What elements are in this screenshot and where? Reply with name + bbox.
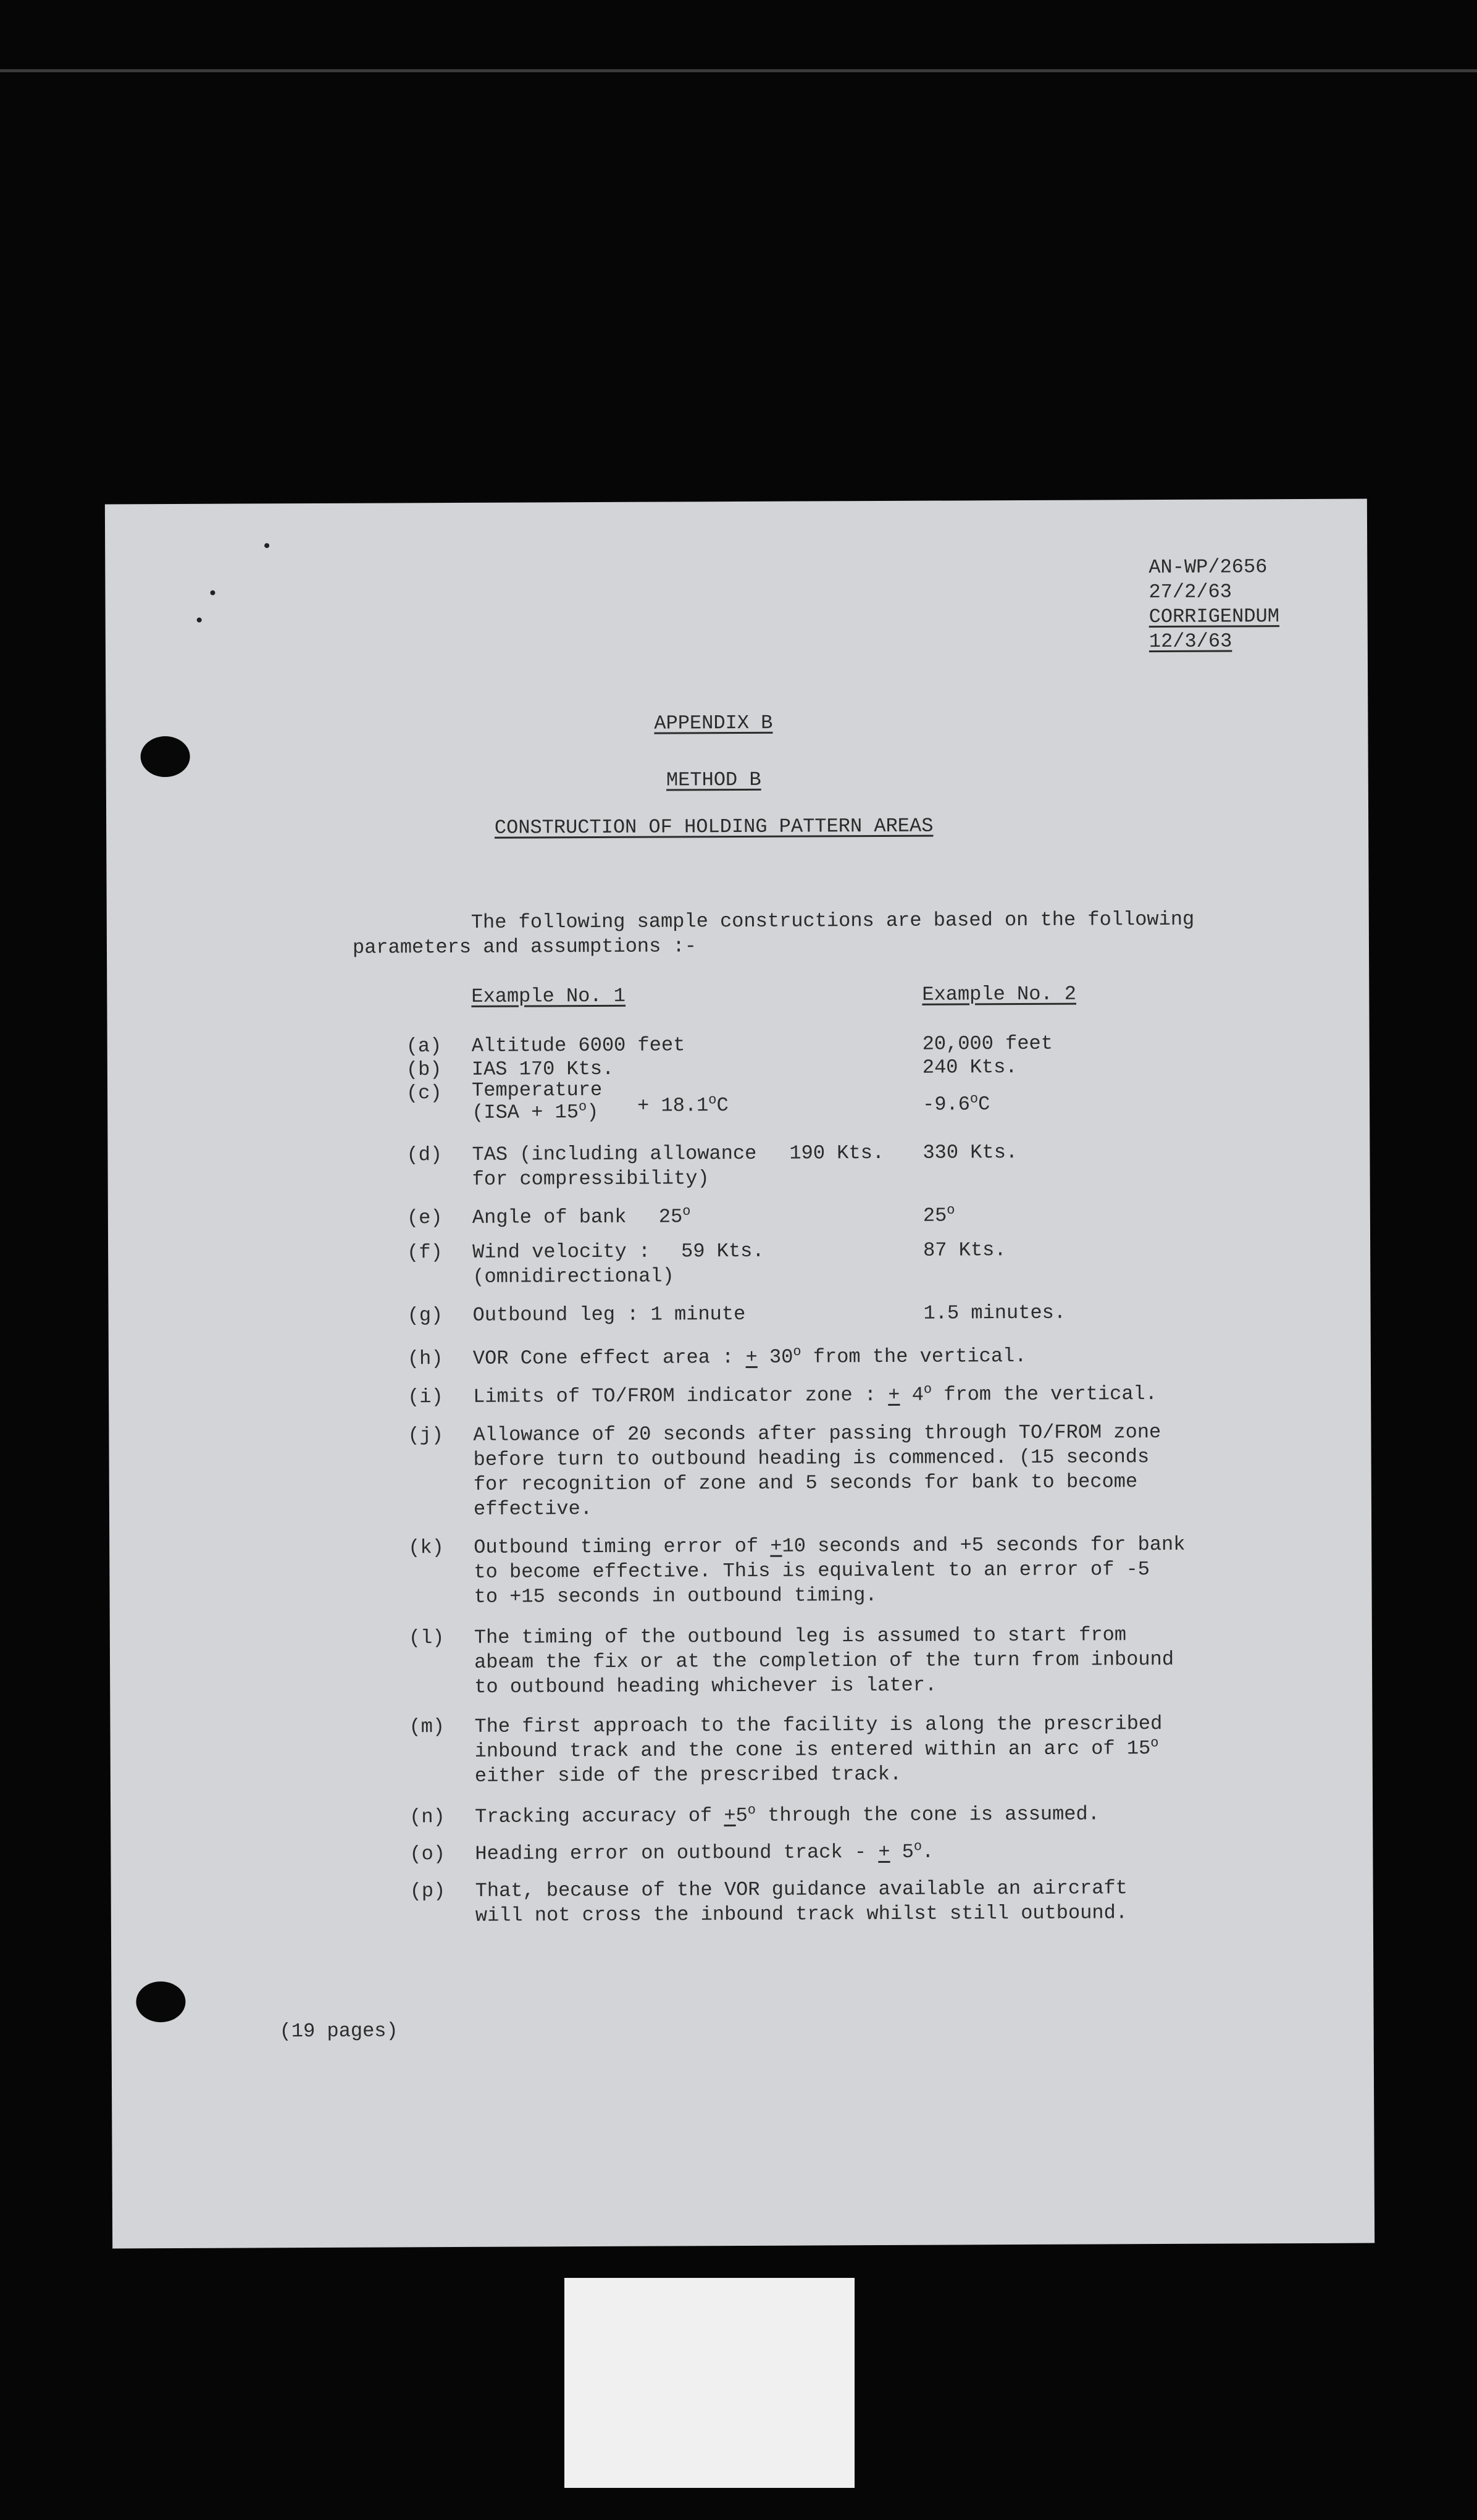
assumption-line: for recognition of zone and 5 seconds for bank to become bbox=[473, 1470, 1138, 1496]
param-label-line2: (omnidirectional) bbox=[472, 1264, 674, 1288]
document-title: CONSTRUCTION OF HOLDING PATTERN AREAS bbox=[494, 814, 934, 839]
param-ex2-value: 20,000 feet bbox=[922, 1031, 1053, 1056]
assumption-line: Allowance of 20 seconds after passing through TO/FROM zone bbox=[473, 1421, 1161, 1447]
param-label: Temperature bbox=[471, 1078, 603, 1102]
param-ex2-value: 87 Kts. bbox=[923, 1238, 1006, 1262]
param-ex2-value: 1.5 minutes. bbox=[923, 1301, 1066, 1325]
param-ex1-value: 59 Kts. bbox=[681, 1239, 764, 1263]
assumption-line: will not cross the inbound track whilst still outbound. bbox=[475, 1901, 1128, 1927]
param-ex2-value: 240 Kts. bbox=[922, 1056, 1018, 1079]
doc-number: AN-WP/2656 bbox=[1149, 555, 1268, 579]
assumption-letter: (i) bbox=[408, 1385, 443, 1409]
assumption-text: Heading error on outbound track - + $5^o$. bbox=[475, 1839, 934, 1865]
assumption-letter: (h) bbox=[407, 1347, 443, 1371]
param-ex2-value: -9.6$^o$C bbox=[923, 1091, 990, 1116]
method-heading: METHOD B bbox=[666, 768, 761, 792]
intro-line-1: The following sample constructions are based on the following bbox=[471, 907, 1195, 934]
intro-line-2: parameters and assumptions :- bbox=[352, 934, 697, 959]
assumption-line: before turn to outbound heading is commenced. (15 seconds bbox=[473, 1445, 1150, 1471]
param-letter: (c) bbox=[406, 1082, 442, 1105]
param-label-line2: for compressibility) bbox=[472, 1167, 709, 1191]
assumption-line: to +15 seconds in outbound timing. bbox=[474, 1584, 877, 1608]
document-page bbox=[105, 499, 1374, 2249]
param-label-line2: $(ISA + 15^o)$ bbox=[472, 1099, 599, 1124]
appendix-heading: APPENDIX B bbox=[654, 711, 773, 735]
param-label: Wind velocity : bbox=[472, 1240, 651, 1264]
assumption-text: Limits of TO/FROM indicator zone : + $4^o$ from the vertical. bbox=[473, 1381, 1158, 1408]
param-ex1-value: + $18.1^oC$ bbox=[637, 1092, 729, 1117]
assumption-line: The timing of the outbound leg is assumed to start from bbox=[474, 1623, 1127, 1649]
assumption-text: Tracking accuracy of $+5^o$ through the cone is assumed. bbox=[475, 1802, 1100, 1828]
param-label: TAS (including allowance bbox=[472, 1141, 757, 1166]
param-label: Altitude 6000 feet bbox=[471, 1033, 685, 1057]
assumption-letter: (l) bbox=[408, 1626, 445, 1650]
doc-date: 27/2/63 bbox=[1149, 580, 1232, 604]
example-2-header: Example No. 2 bbox=[922, 982, 1077, 1006]
param-letter: (f) bbox=[407, 1241, 443, 1264]
page-count: (19 pages) bbox=[279, 2019, 398, 2043]
assumption-line: abeam the fix or at the completion of the turn from inbound bbox=[474, 1647, 1174, 1674]
param-label: Angle of bank bbox=[472, 1205, 627, 1229]
corrigendum-label: CORRIGENDUM bbox=[1149, 605, 1279, 629]
assumption-letter: (n) bbox=[409, 1805, 445, 1829]
speck bbox=[210, 590, 215, 595]
param-ex2-value: 330 Kts. bbox=[923, 1141, 1018, 1164]
reference-block bbox=[1149, 555, 1279, 654]
param-label: IAS 170 Kts. bbox=[471, 1057, 614, 1081]
assumption-line: The first approach to the facility is along the prescribed bbox=[474, 1712, 1163, 1738]
assumption-letter: (o) bbox=[409, 1842, 446, 1866]
param-ex1-value: 190 Kts. bbox=[789, 1141, 885, 1165]
param-letter: (g) bbox=[407, 1304, 443, 1327]
assumption-letter: (m) bbox=[409, 1715, 445, 1739]
assumption-letter: (k) bbox=[408, 1536, 444, 1560]
assumption-line: inbound track and the cone is entered within an arc of 15$^o$ bbox=[474, 1735, 1159, 1763]
example-1-header: Example No. 1 bbox=[471, 984, 626, 1008]
calibration-patch bbox=[564, 2278, 855, 2488]
speck bbox=[197, 618, 202, 623]
param-ex2-value: 25$^o$ bbox=[923, 1202, 955, 1227]
corrigendum-date: 12/3/63 bbox=[1149, 629, 1232, 653]
assumption-letter: (j) bbox=[408, 1424, 444, 1447]
assumption-line: effective. bbox=[473, 1497, 593, 1521]
param-letter: (d) bbox=[406, 1143, 443, 1167]
assumption-line: That, because of the VOR guidance available an aircraft bbox=[475, 1876, 1128, 1902]
assumption-letter: (p) bbox=[409, 1880, 446, 1903]
assumption-line: either side of the prescribed track. bbox=[474, 1762, 902, 1787]
punch-hole bbox=[136, 1981, 185, 2022]
assumption-line: Outbound timing error of +10 seconds and +5 seconds for bank bbox=[474, 1532, 1186, 1559]
film-edge-line bbox=[0, 69, 1477, 72]
param-ex1-value: 25$^o$ bbox=[658, 1203, 691, 1228]
assumption-line: to outbound heading whichever is later. bbox=[474, 1673, 937, 1699]
param-letter: (b) bbox=[406, 1058, 442, 1082]
speck bbox=[264, 543, 269, 548]
param-letter: (e) bbox=[406, 1206, 443, 1230]
assumption-text: VOR Cone effect area : + $30^o$ from the vertical. bbox=[472, 1343, 1027, 1370]
param-label: Outbound leg : 1 minute bbox=[472, 1302, 746, 1327]
param-letter: (a) bbox=[406, 1035, 442, 1058]
assumption-line: to become effective. This is equivalent to an error of -5 bbox=[474, 1558, 1150, 1584]
